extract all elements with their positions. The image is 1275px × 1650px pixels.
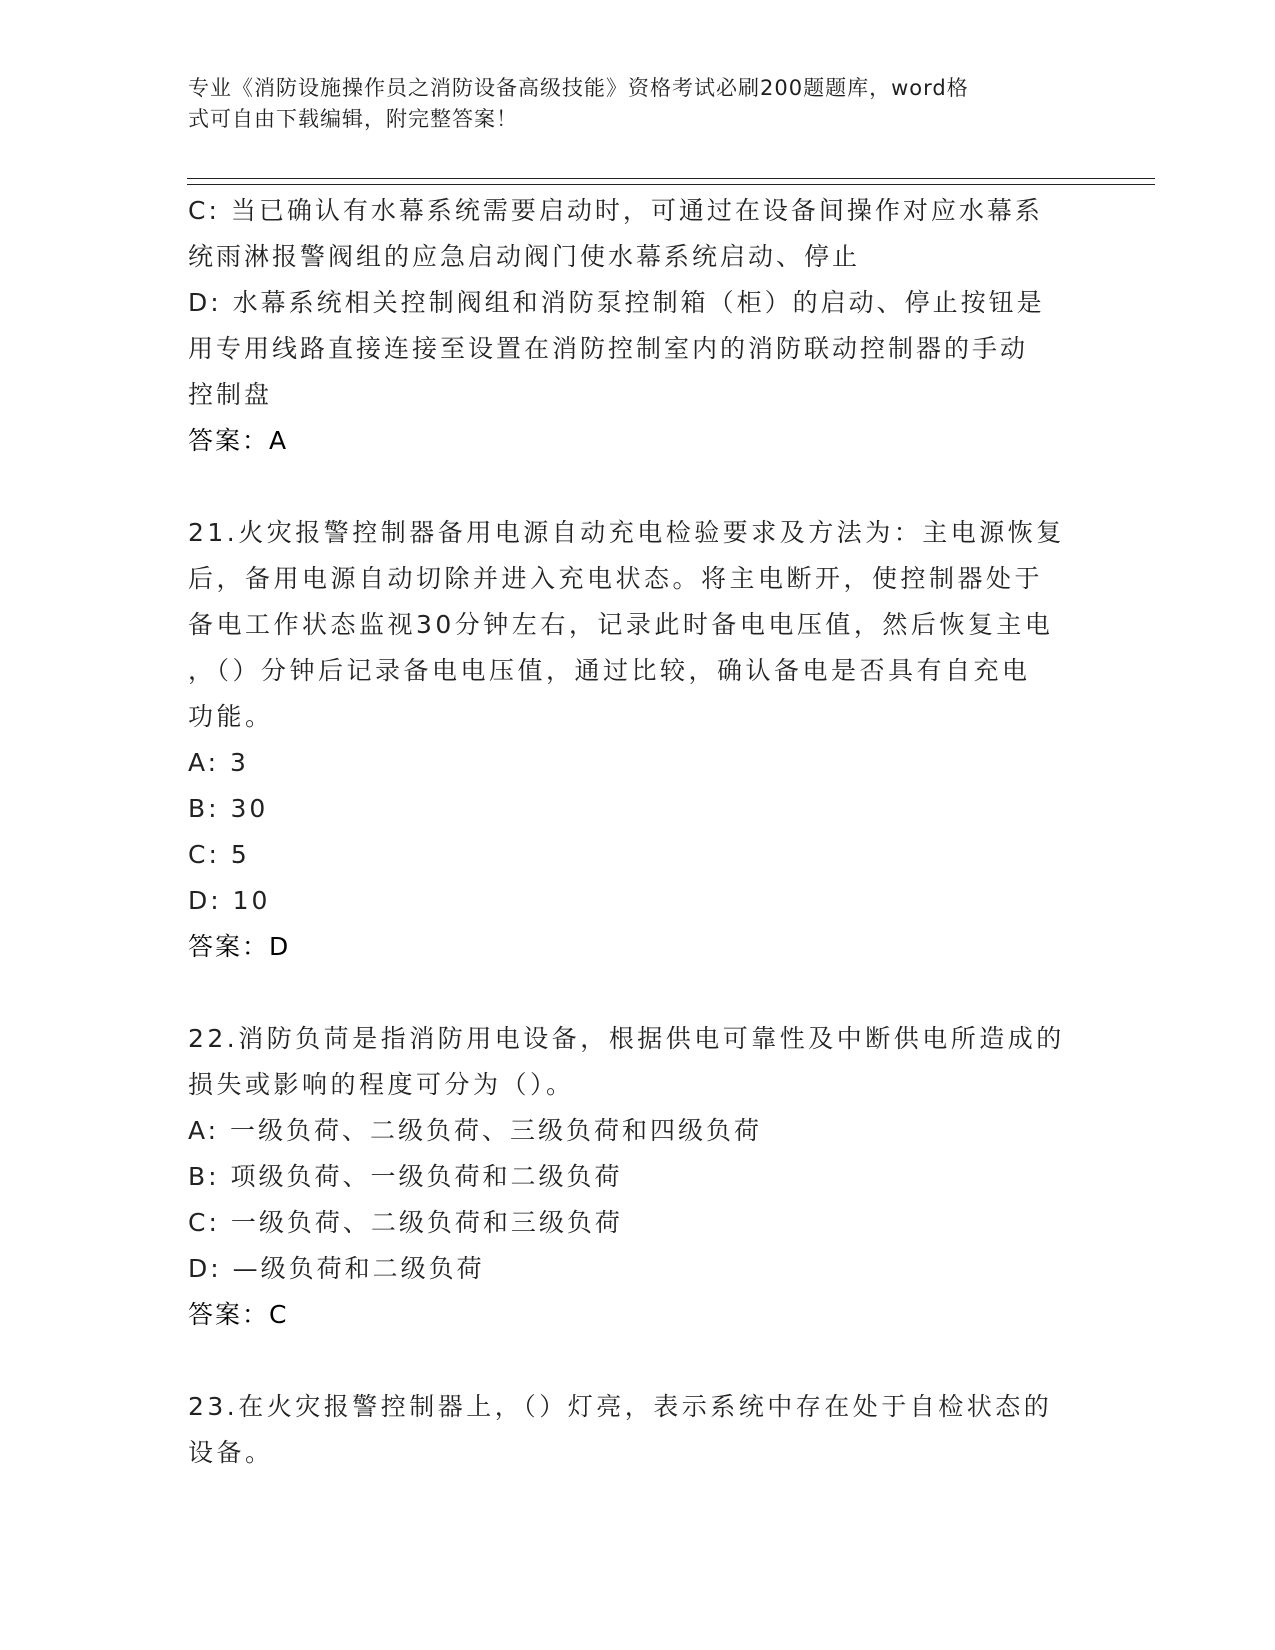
header-line-1: 专业《消防设施操作员之消防设备高级技能》资格考试必刷200题题库，word格 — [188, 76, 969, 100]
spacer — [188, 970, 1088, 1016]
question-stem-line: 功能。 — [188, 702, 274, 731]
question-stem-line: ，（）分钟后记录备电电压值，通过比较，确认备电是否具有自充电 — [188, 656, 1031, 685]
option-c-line-1: C: 当已确认有水幕系统需要启动时，可通过在设备间操作对应水幕系 — [188, 196, 1043, 225]
option-a: A: 一级负荷、二级负荷、三级负荷和四级负荷 — [188, 1116, 763, 1145]
question-stem-line: 23.在火灾报警控制器上，（）灯亮，表示系统中存在处于自检状态的 — [188, 1392, 1053, 1421]
prev-question — [188, 188, 1088, 464]
answer-label: 答案：D — [188, 932, 291, 961]
question-22 — [188, 1016, 1088, 1338]
option-c: C: 一级负荷、二级负荷和三级负荷 — [188, 1208, 623, 1237]
option-b: B: 30 — [188, 794, 269, 823]
spacer — [188, 464, 1088, 510]
option-c: C: 5 — [188, 840, 250, 869]
header-divider-bottom — [187, 184, 1155, 185]
question-stem-line: 备电工作状态监视30分钟左右，记录此时备电电压值，然后恢复主电 — [188, 610, 1054, 639]
question-stem-line: 21.火灾报警控制器备用电源自动充电检验要求及方法为：主电源恢复 — [188, 518, 1065, 547]
question-stem-line: 损失或影响的程度可分为（）。 — [188, 1070, 575, 1099]
question-stem-line: 后，备用电源自动切除并进入充电状态。将主电断开，使控制器处于 — [188, 564, 1044, 593]
option-c-line-2: 统雨淋报警阀组的应急启动阀门使水幕系统启动、停止 — [188, 242, 861, 271]
question-stem-line: 设备。 — [188, 1438, 274, 1467]
option-d: D: 10 — [188, 886, 271, 915]
option-d: D: —级负荷和二级负荷 — [188, 1254, 485, 1283]
option-b: B: 项级负荷、一级负荷和二级负荷 — [188, 1162, 623, 1191]
document-body — [188, 188, 1088, 1476]
spacer — [188, 1338, 1088, 1384]
header-divider-top — [187, 178, 1155, 179]
answer-label: 答案：A — [188, 426, 289, 455]
question-23 — [188, 1384, 1088, 1476]
document-header — [188, 73, 1088, 135]
option-d-line-2: 用专用线路直接连接至设置在消防控制室内的消防联动控制器的手动 — [188, 334, 1029, 363]
answer-label: 答案：C — [188, 1300, 289, 1329]
option-d-line-1: D: 水幕系统相关控制阀组和消防泵控制箱（柜）的启动、停止按钮是 — [188, 288, 1045, 317]
header-line-2: 式可自由下载编辑，附完整答案！ — [188, 107, 518, 131]
option-d-line-3: 控制盘 — [188, 380, 273, 409]
option-a: A: 3 — [188, 748, 249, 777]
question-stem-line: 22.消防负苘是指消防用电设备，根据供电可靠性及中断供电所造成的 — [188, 1024, 1065, 1053]
question-21 — [188, 510, 1088, 970]
